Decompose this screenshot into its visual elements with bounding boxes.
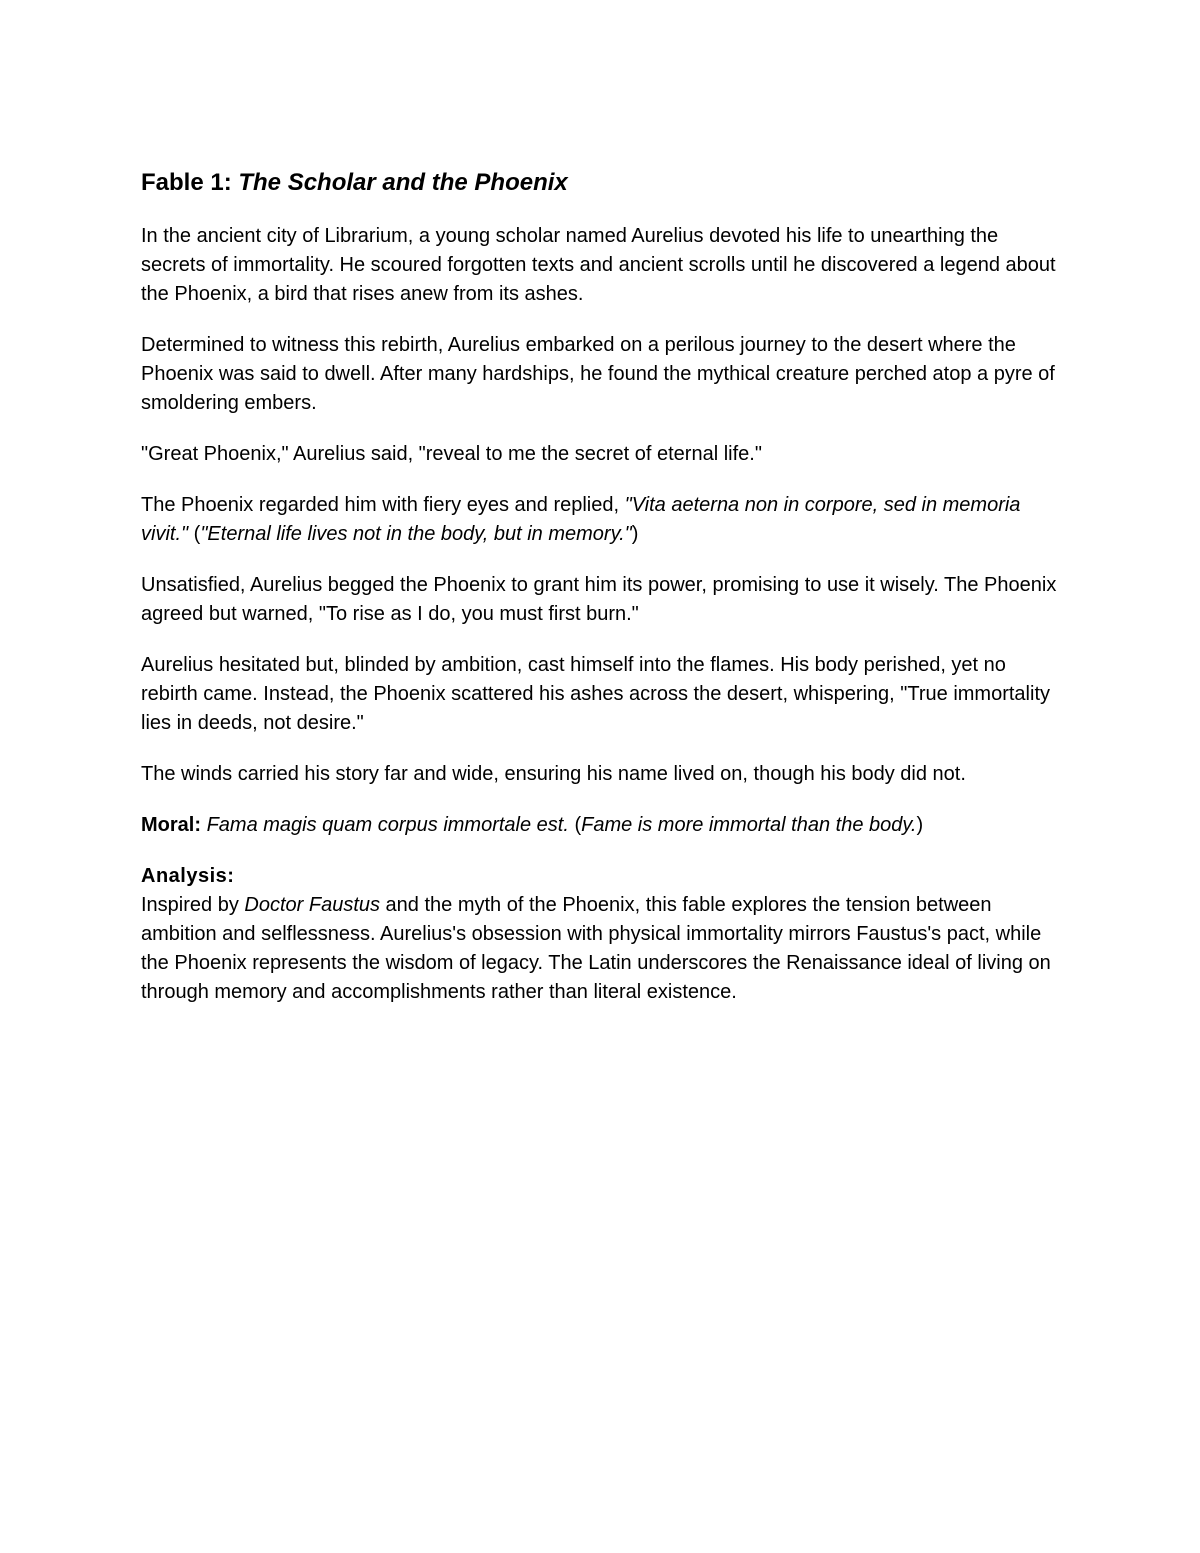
moral-line	[141, 811, 1061, 840]
reply-open-paren: (	[188, 523, 201, 545]
moral-latin: Fama magis quam corpus immortale est.	[206, 814, 569, 836]
paragraph-phoenix-reply	[141, 491, 1061, 549]
analysis-text: and the myth of the Phoenix, this fable explores the tension between ambition and selflessness. Aurelius's obsession with physical immortality mirrors Faustus's pact, while the Phoenix represents the wisdom of legacy. The Latin underscores the Renaissance ideal of living on through memory and accomplishments rather than literal existence.	[141, 894, 1051, 1003]
paragraph-warning: Unsatisfied, Aurelius begged the Phoenix to grant him its power, promising to use it wisely. The Phoenix agreed but warned, "To rise as I do, you must first burn."	[141, 574, 1057, 625]
reply-close-paren: )	[631, 523, 639, 545]
paragraph-flames: Aurelius hesitated but, blinded by ambition, cast himself into the flames. His body perished, yet no rebirth came. Instead, the Phoenix scattered his ashes across the desert, whispering, "True immortality lies in deeds, not desire."	[141, 654, 1050, 734]
analysis-work-title: Doctor Faustus	[244, 894, 380, 916]
fable-title-label: Fable 1:	[141, 169, 239, 196]
analysis-heading: Analysis:	[141, 865, 235, 887]
moral-close-paren: )	[916, 814, 924, 836]
reply-translation: "Eternal life lives not in the body, but in memory."	[200, 523, 632, 545]
analysis-paragraph	[141, 891, 1061, 1007]
paragraph-request: "Great Phoenix," Aurelius said, "reveal to me the secret of eternal life."	[141, 443, 762, 465]
paragraph-intro: In the ancient city of Librarium, a young scholar named Aurelius devoted his life to unearthing the secrets of immortality. He scoured forgotten texts and ancient scrolls until he discovered a legend about the Phoenix, a bird that rises anew from its ashes.	[141, 225, 1056, 305]
document-body	[141, 167, 1061, 1007]
analysis-lead: Inspired by	[141, 894, 245, 916]
reply-lead: The Phoenix regarded him with fiery eyes and replied,	[141, 494, 625, 516]
moral-label: Moral:	[141, 814, 201, 836]
fable-title-name: The Scholar and the Phoenix	[238, 169, 568, 196]
moral-open-paren: (	[568, 814, 582, 836]
paragraph-journey: Determined to witness this rebirth, Aurelius embarked on a perilous journey to the desert where the Phoenix was said to dwell. After many hardships, he found the mythical creature perched atop a pyre of smoldering embers.	[141, 334, 1055, 414]
moral-translation: Fame is more immortal than the body.	[581, 814, 917, 836]
paragraph-legacy: The winds carried his story far and wide, ensuring his name lived on, though his body did not.	[141, 763, 966, 785]
reply-latin: "Vita aeterna non in corpore, sed in memoria vivit."	[141, 494, 1021, 545]
fable-title	[141, 167, 1061, 199]
